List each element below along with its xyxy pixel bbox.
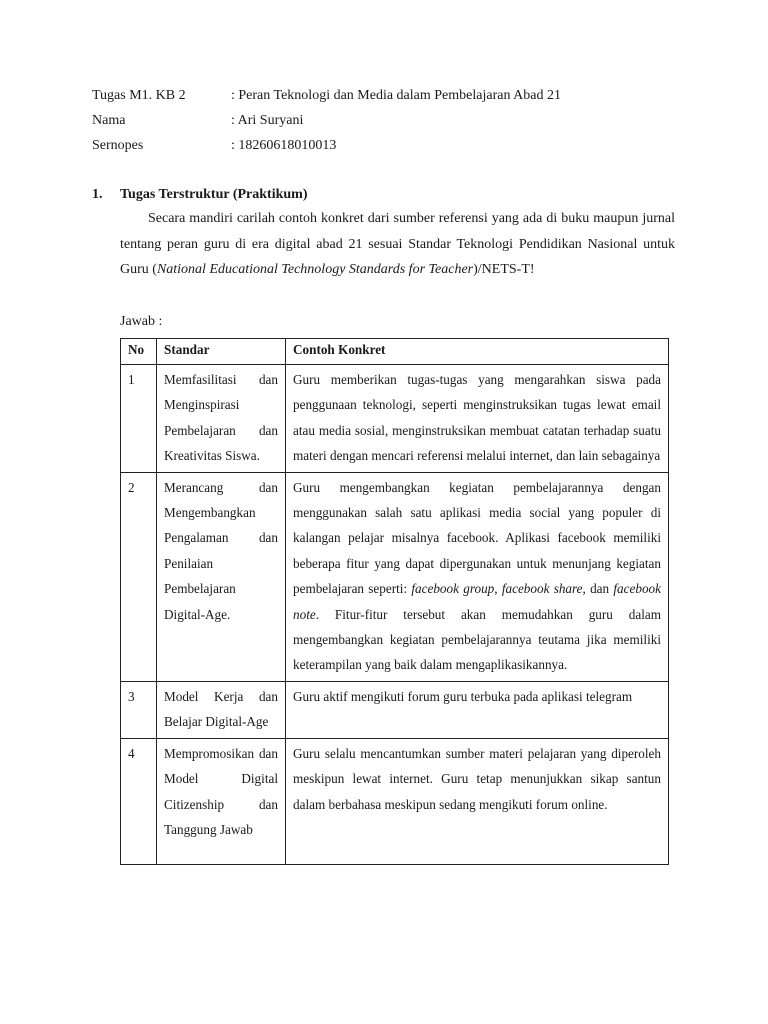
- row-number: 4: [121, 738, 157, 864]
- task-instructions: [120, 206, 675, 283]
- example-italic: facebook note: [293, 581, 661, 622]
- instruction-text-end: )/NETS-T!: [473, 262, 535, 277]
- info-value: : Ari Suryani: [231, 113, 304, 128]
- instruction-text: Secara mandiri carilah contoh konkret dari sumber referensi yang ada di buku maupun jurnal tentang peran guru di era digital abad 21 sesuai Standar Teknologi Pendidikan Nasional untuk Guru (: [120, 211, 675, 277]
- row-number: 3: [121, 681, 157, 738]
- row-example: Guru selalu mencantumkan sumber materi pelajaran yang diperoleh meskipun lewat internet. Guru tetap menunjukkan sikap santun dalam berbahasa meskipun sedang mengikuti forum online.: [286, 738, 669, 864]
- row-standard: Mempromosikan dan Model Digital Citizenship dan Tanggung Jawab: [157, 738, 286, 864]
- row-example: [286, 472, 669, 681]
- info-row-tugas: [92, 86, 561, 111]
- example-text: Guru mengembangkan kegiatan pembelajarannya dengan menggunakan salah satu aplikasi media social yang populer di kalangan pelajar misalnya facebook. Aplikasi facebook memiliki beberapa fitur yang dapat dipergunakan untuk menunjang kegiatan pembelajaran seperti:: [293, 479, 661, 597]
- row-standard: Model Kerja dan Belajar Digital-Age: [157, 681, 286, 738]
- header-contoh: Contoh Konkret: [286, 339, 669, 365]
- info-value: : 18260618010013: [231, 138, 337, 153]
- table-row: [121, 738, 669, 864]
- example-text: ,: [494, 581, 502, 597]
- row-standard: Merancang dan Mengembangkan Pengalaman dan Penilaian Pembelajaran Digital-Age.: [157, 472, 286, 681]
- header-standar: Standar: [157, 339, 286, 365]
- info-value: : Peran Teknologi dan Media dalam Pembelajaran Abad 21: [231, 88, 562, 103]
- header-no: No: [121, 339, 157, 365]
- section-heading: [92, 185, 307, 205]
- table-row: [121, 472, 669, 681]
- example-italic: facebook share: [501, 581, 583, 597]
- table-header-row: [121, 339, 669, 365]
- answer-label: Jawab :: [120, 314, 163, 329]
- assignment-info: [92, 86, 561, 161]
- info-row-nama: [92, 111, 561, 136]
- example-text: , dan: [582, 581, 614, 597]
- row-example: Guru memberikan tugas-tugas yang mengarahkan siswa pada penggunaan teknologi, seperti menginstruksikan tugas lewat email atau media sosial, menginstruksikan membuat catatan terhadap suatu materi dengan mencari referensi melalui internet, dan lain sebagainya: [286, 365, 669, 473]
- instruction-italic-text: National Educational Technology Standards for Teacher: [156, 262, 474, 277]
- standards-table: [120, 338, 669, 865]
- section-title: Tugas Terstruktur (Praktikum): [120, 187, 308, 202]
- row-number: 1: [121, 365, 157, 473]
- row-standard: Memfasilitasi dan Menginspirasi Pembelajaran dan Kreativitas Siswa.: [157, 365, 286, 473]
- row-example: Guru aktif mengikuti forum guru terbuka pada aplikasi telegram: [286, 681, 669, 738]
- info-label: Sernopes: [92, 138, 144, 153]
- table-row: [121, 681, 669, 738]
- row-number: 2: [121, 472, 157, 681]
- example-italic: facebook group: [411, 581, 495, 597]
- instruction-paragraph: [120, 206, 675, 283]
- table-row: [121, 365, 669, 473]
- info-row-sernopes: [92, 136, 561, 161]
- info-label: Nama: [92, 113, 126, 128]
- example-text: . Fitur-fitur tersebut akan memudahkan guru dalam mengembangkan kegiatan pembelajarannya teutama jika memiliki keterampilan yang baik dalam mengaplikasikannya.: [293, 606, 661, 673]
- info-label: Tugas M1. KB 2: [92, 88, 186, 103]
- section-number: 1.: [92, 187, 103, 202]
